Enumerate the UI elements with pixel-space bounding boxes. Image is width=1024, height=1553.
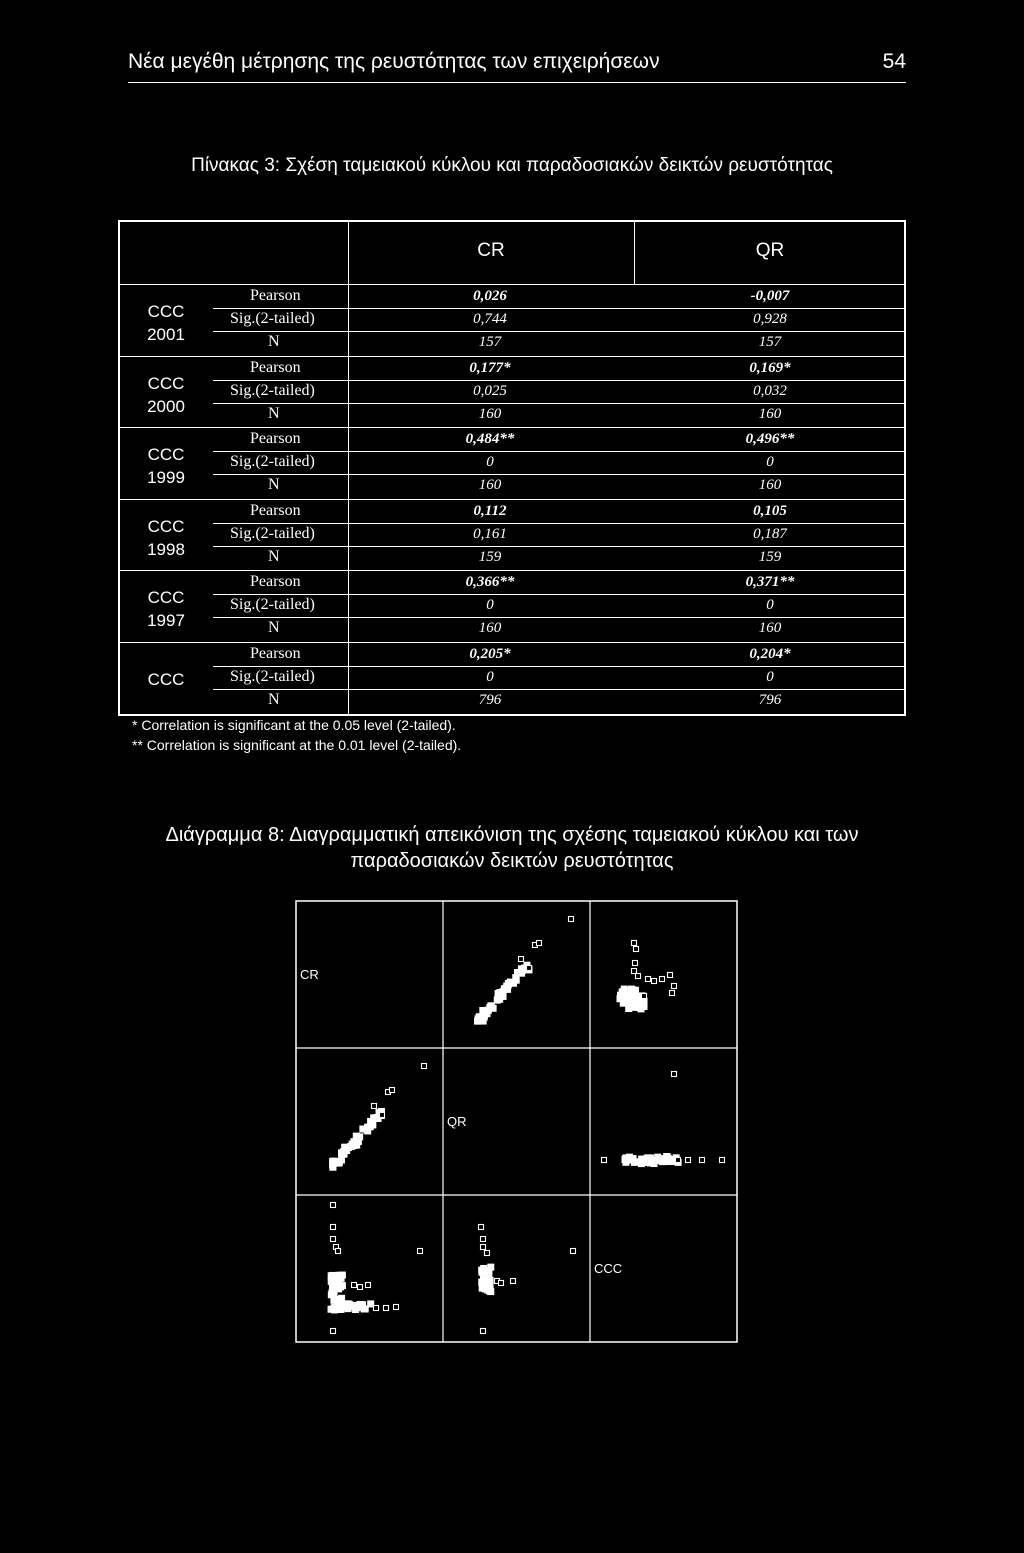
stat-label: Sig.(2-tailed) <box>230 668 315 685</box>
table-caption: Πίνακας 3: Σχέση ταμειακού κύκλου και παραδοσιακών δεικτών ρευστότητας <box>191 155 833 176</box>
scatter-point <box>537 941 542 946</box>
scatter-point <box>331 1329 336 1334</box>
scatter-point <box>368 1301 374 1307</box>
matrix-variable-label-qr: QR <box>447 1114 467 1129</box>
scatter-point <box>670 1156 676 1162</box>
scatter-point <box>422 1064 427 1069</box>
group-label-line2: 1998 <box>147 540 185 559</box>
scatter-point <box>481 1245 486 1250</box>
group-label-line1: CCC <box>147 302 185 321</box>
scatter-point <box>339 1272 345 1278</box>
stat-label: Sig.(2-tailed) <box>230 310 315 327</box>
cell-cr: 160 <box>478 620 502 636</box>
cell-qr: 160 <box>758 406 782 422</box>
scatter-point <box>331 1203 336 1208</box>
scatter-point <box>384 1306 389 1311</box>
scatter-point <box>672 1072 677 1077</box>
scatter-point <box>631 1004 637 1010</box>
scatter-point <box>634 947 639 952</box>
scatter-point <box>720 1158 725 1163</box>
group-label-line1: CCC <box>147 445 185 464</box>
stat-label: Pearson <box>250 287 301 304</box>
group-label-line2: 1999 <box>147 468 185 487</box>
column-header-qr: QR <box>755 240 785 261</box>
chart-caption-line1: Διάγραμμα 8: Διαγραμματική απεικόνιση της σχέσης ταμειακού κύκλου και των <box>165 824 859 846</box>
scatter-point <box>642 994 647 999</box>
cell-cr: 0,161 <box>473 526 507 542</box>
scatter-point <box>380 1113 385 1118</box>
cell-cr: 0 <box>486 597 494 613</box>
cell-cr: 0,112 <box>473 503 507 519</box>
cell-cr: 0 <box>486 669 494 685</box>
scatter-point <box>510 980 516 986</box>
scatter-point <box>338 1157 344 1163</box>
chart-caption-line2: παραδοσιακών δεικτών ρευστότητας <box>350 850 674 872</box>
cell-qr: 796 <box>758 692 782 708</box>
scatter-point <box>617 992 623 998</box>
scatter-point <box>366 1283 371 1288</box>
scatter-point <box>497 990 503 996</box>
stat-label: Pearson <box>250 573 301 590</box>
footnote-005: * Correlation is significant at the 0.05 level (2-tailed). <box>132 717 456 733</box>
cell-qr: 0,169* <box>749 360 791 376</box>
scatter-point <box>390 1088 395 1093</box>
group-label-line2: 2000 <box>147 397 185 416</box>
scatter-point <box>331 1237 336 1242</box>
scatter-point <box>480 1007 486 1013</box>
stat-label: N <box>268 476 280 493</box>
group-label-line2: 1997 <box>147 611 185 630</box>
scatter-point <box>652 979 657 984</box>
scatter-point <box>641 1158 647 1164</box>
group-label-line2: 2001 <box>147 325 185 344</box>
stat-label: Pearson <box>250 430 301 447</box>
cell-qr: 0 <box>766 454 774 470</box>
scatter-point <box>479 1285 485 1291</box>
stat-label: N <box>268 333 280 350</box>
stat-label: N <box>268 405 280 422</box>
scatter-point <box>479 1225 484 1230</box>
scatter-point <box>486 1284 492 1290</box>
cell-cr: 157 <box>478 334 502 350</box>
group-label-line1: CCC <box>147 517 185 536</box>
scatter-point <box>372 1104 377 1109</box>
cell-qr: 157 <box>758 334 782 350</box>
scatter-point <box>632 987 638 993</box>
scatter-point <box>527 966 532 971</box>
stat-label: Sig.(2-tailed) <box>230 596 315 613</box>
scatter-point <box>569 917 574 922</box>
cell-cr: 0,026 <box>473 288 507 304</box>
footnote-001: ** Correlation is significant at the 0.01 level (2-tailed). <box>132 737 462 753</box>
scatter-point <box>374 1306 379 1311</box>
scatter-point <box>504 983 510 989</box>
column-header-cr: CR <box>477 240 505 261</box>
cell-cr: 0,025 <box>473 383 507 399</box>
scatter-point <box>660 977 665 982</box>
scatter-point <box>365 1128 371 1134</box>
scatter-point <box>633 961 638 966</box>
scatter-point <box>519 970 525 976</box>
scatter-point <box>646 977 651 982</box>
group-label-line1: CCC <box>147 670 185 689</box>
cell-qr: 0,496** <box>745 431 795 447</box>
scatter-point <box>476 1014 482 1020</box>
group-label-line1: CCC <box>147 588 185 607</box>
cell-cr: 0,484** <box>465 431 515 447</box>
scatter-point <box>358 1285 363 1290</box>
scatter-point <box>351 1139 357 1145</box>
stat-label: Sig.(2-tailed) <box>230 525 315 542</box>
scatter-point <box>672 984 677 989</box>
stat-label: N <box>268 548 280 565</box>
group-label-line1: CCC <box>147 374 185 393</box>
cell-cr: 0,205* <box>469 646 511 662</box>
scatter-point <box>627 1157 633 1163</box>
scatter-point <box>636 974 641 979</box>
scatter-point <box>328 1292 334 1298</box>
stat-label: N <box>268 619 280 636</box>
scatter-point <box>341 1149 347 1155</box>
scatter-point <box>632 941 637 946</box>
scatter-point <box>486 1267 492 1273</box>
cell-qr: 0,032 <box>753 383 787 399</box>
scatter-point <box>686 1158 691 1163</box>
scatter-point <box>344 1304 350 1310</box>
cell-cr: 0,366** <box>465 574 515 590</box>
running-title: Νέα μεγέθη μέτρησης της ρευστότητας των επιχειρήσεων <box>128 50 660 73</box>
stat-label: Pearson <box>250 502 301 519</box>
cell-qr: 0,928 <box>753 311 787 327</box>
scatter-point <box>638 1001 644 1007</box>
cell-qr: -0,007 <box>750 288 790 304</box>
cell-cr: 160 <box>478 477 502 493</box>
matrix-variable-label-ccc: CCC <box>594 1261 623 1276</box>
scatter-point <box>519 957 524 962</box>
scatter-point <box>332 1283 338 1289</box>
page-number: 54 <box>882 50 906 73</box>
scatter-point <box>479 1269 485 1275</box>
stat-label: Sig.(2-tailed) <box>230 453 315 470</box>
cell-qr: 0,371** <box>745 574 795 590</box>
cell-qr: 159 <box>758 549 782 565</box>
scatter-point <box>676 1158 681 1163</box>
stat-label: N <box>268 691 280 708</box>
cell-qr: 0,204* <box>749 646 791 662</box>
scatter-point <box>670 991 675 996</box>
scatter-point <box>700 1158 705 1163</box>
scatter-point <box>352 1283 357 1288</box>
cell-cr: 0,744 <box>473 311 507 327</box>
scatter-point <box>336 1305 342 1311</box>
cell-cr: 796 <box>478 692 502 708</box>
cell-cr: 0,177* <box>469 360 511 376</box>
stat-label: Pearson <box>250 645 301 662</box>
cell-qr: 0,187 <box>753 526 787 542</box>
cell-qr: 160 <box>758 620 782 636</box>
scatter-point <box>336 1249 341 1254</box>
cell-qr: 160 <box>758 477 782 493</box>
scatter-point <box>511 1279 516 1284</box>
scatter-point <box>632 969 637 974</box>
cell-qr: 0 <box>766 597 774 613</box>
matrix-border <box>296 901 737 1342</box>
scatter-point <box>499 1281 504 1286</box>
matrix-variable-label-cr: CR <box>300 967 319 982</box>
scatter-point <box>418 1249 423 1254</box>
scatter-point <box>571 1249 576 1254</box>
cell-cr: 0 <box>486 454 494 470</box>
scatter-point <box>621 986 627 992</box>
scatter-point <box>602 1158 607 1163</box>
stat-label: Sig.(2-tailed) <box>230 382 315 399</box>
scatter-point <box>654 1158 660 1164</box>
scatter-point <box>331 1225 336 1230</box>
scatter-point <box>668 973 673 978</box>
scatter-point <box>394 1305 399 1310</box>
scatter-point <box>357 1301 363 1307</box>
cell-cr: 160 <box>478 406 502 422</box>
scatter-point <box>331 1158 337 1164</box>
cell-qr: 0 <box>766 669 774 685</box>
scatter-point <box>481 1329 486 1334</box>
scatter-point <box>481 1237 486 1242</box>
scatter-point <box>485 1251 490 1256</box>
cell-qr: 0,105 <box>753 503 787 519</box>
scatter-point <box>633 993 639 999</box>
cell-cr: 159 <box>478 549 502 565</box>
stat-label: Pearson <box>250 359 301 376</box>
